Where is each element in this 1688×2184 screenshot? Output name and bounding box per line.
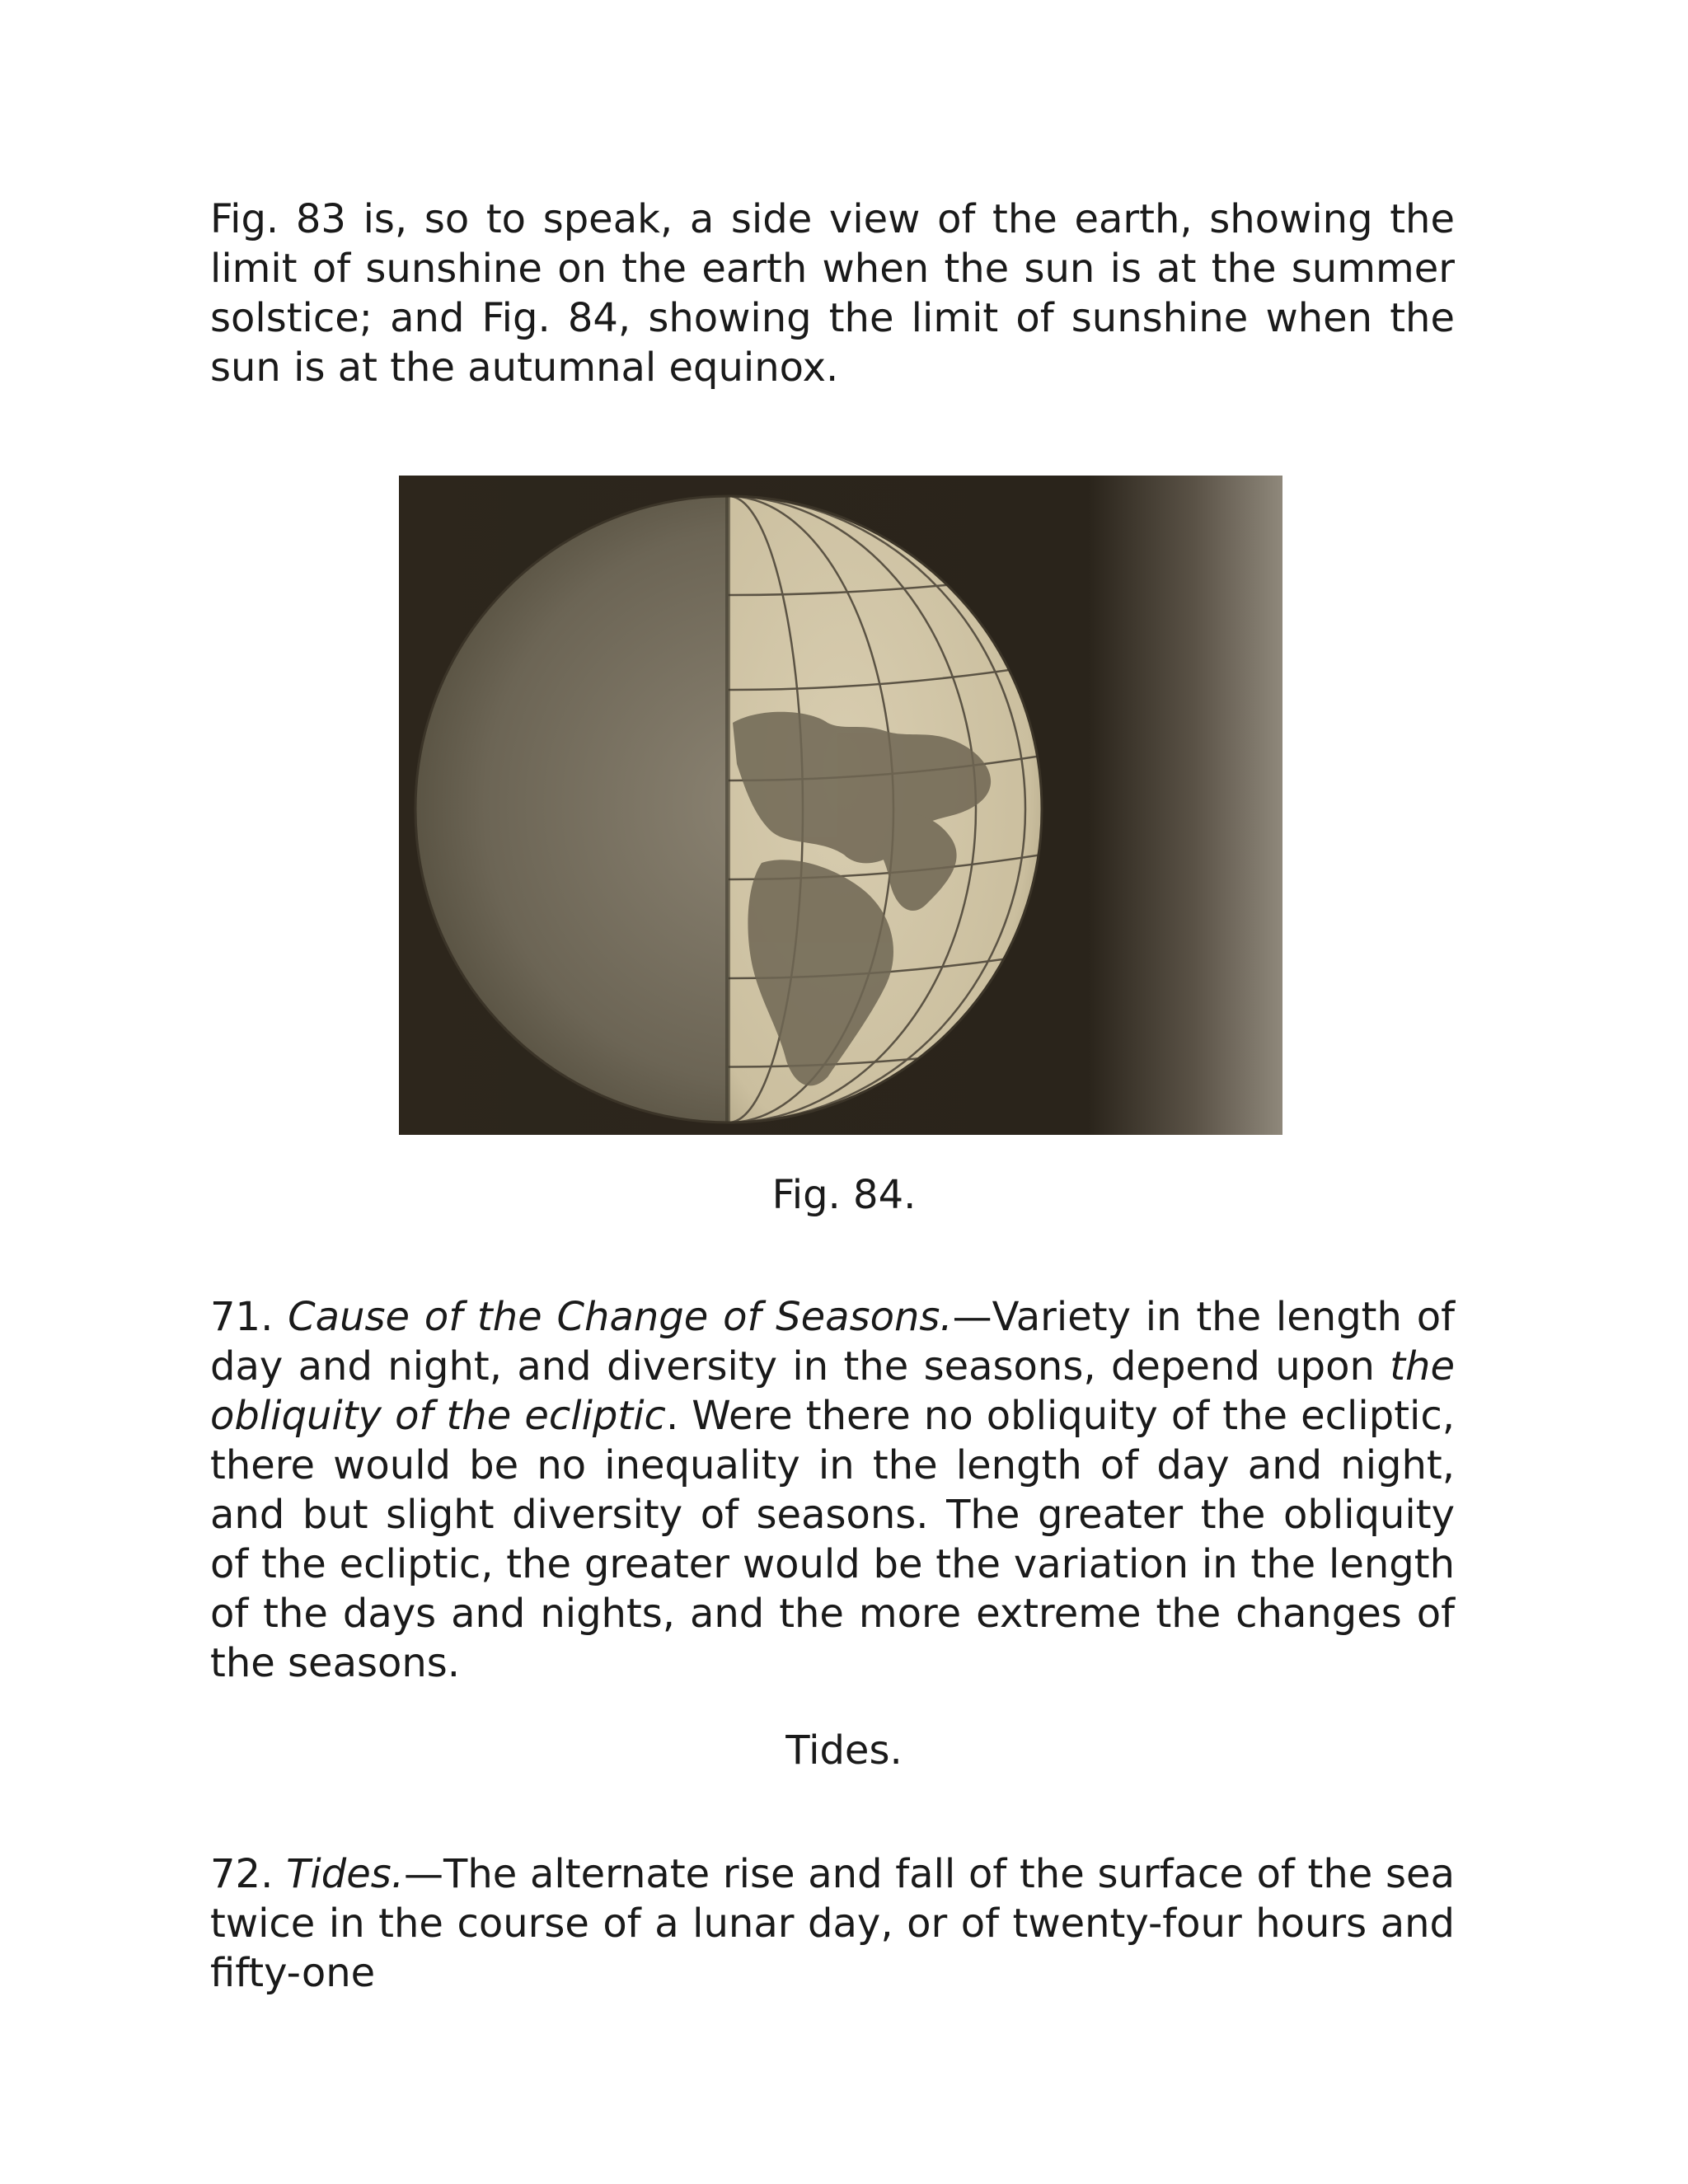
section-72-title: Tides.	[286, 1851, 404, 1897]
figure-caption: Fig. 84.	[771, 1172, 917, 1218]
tides-heading: Tides.	[785, 1727, 903, 1774]
section-72-text: —The alternate rise and fall of the surface of the sea twice in the course of a lunar day, or of twenty-four hours and fifty-one	[210, 1851, 1456, 1996]
section-71-text-a: —Variety in the length of day and night, and diversity in the seasons, depend upon	[210, 1294, 1455, 1390]
section-72-paragraph	[210, 1849, 1455, 1998]
section-72-number: 72.	[210, 1851, 274, 1897]
section-71-number: 71.	[210, 1294, 274, 1340]
section-71-emphasis: the obliquity of the ecliptic	[210, 1343, 1455, 1439]
section-71-paragraph	[210, 1292, 1455, 1688]
section-71-title: Cause of the Change of Seasons.	[288, 1294, 953, 1340]
earth-illustration	[399, 476, 1282, 1135]
intro-paragraph: Fig. 83 is, so to speak, a side view of the earth, showing the limit of sunshine on the earth when the sun is at the summer solstice; and Fig. 84, showing the limit of sunshine when the sun is at the autumnal equinox.	[210, 196, 1455, 391]
section-71-text-b: . Were there no obliquity of the ecliptic, there would be no inequality in the length of day and night, and but slight diversity of seasons. The greater the obliquity of the ecliptic, the greater would be the variation in the length of the days and nights, and the more extreme the changes of the seasons.	[210, 1393, 1455, 1686]
